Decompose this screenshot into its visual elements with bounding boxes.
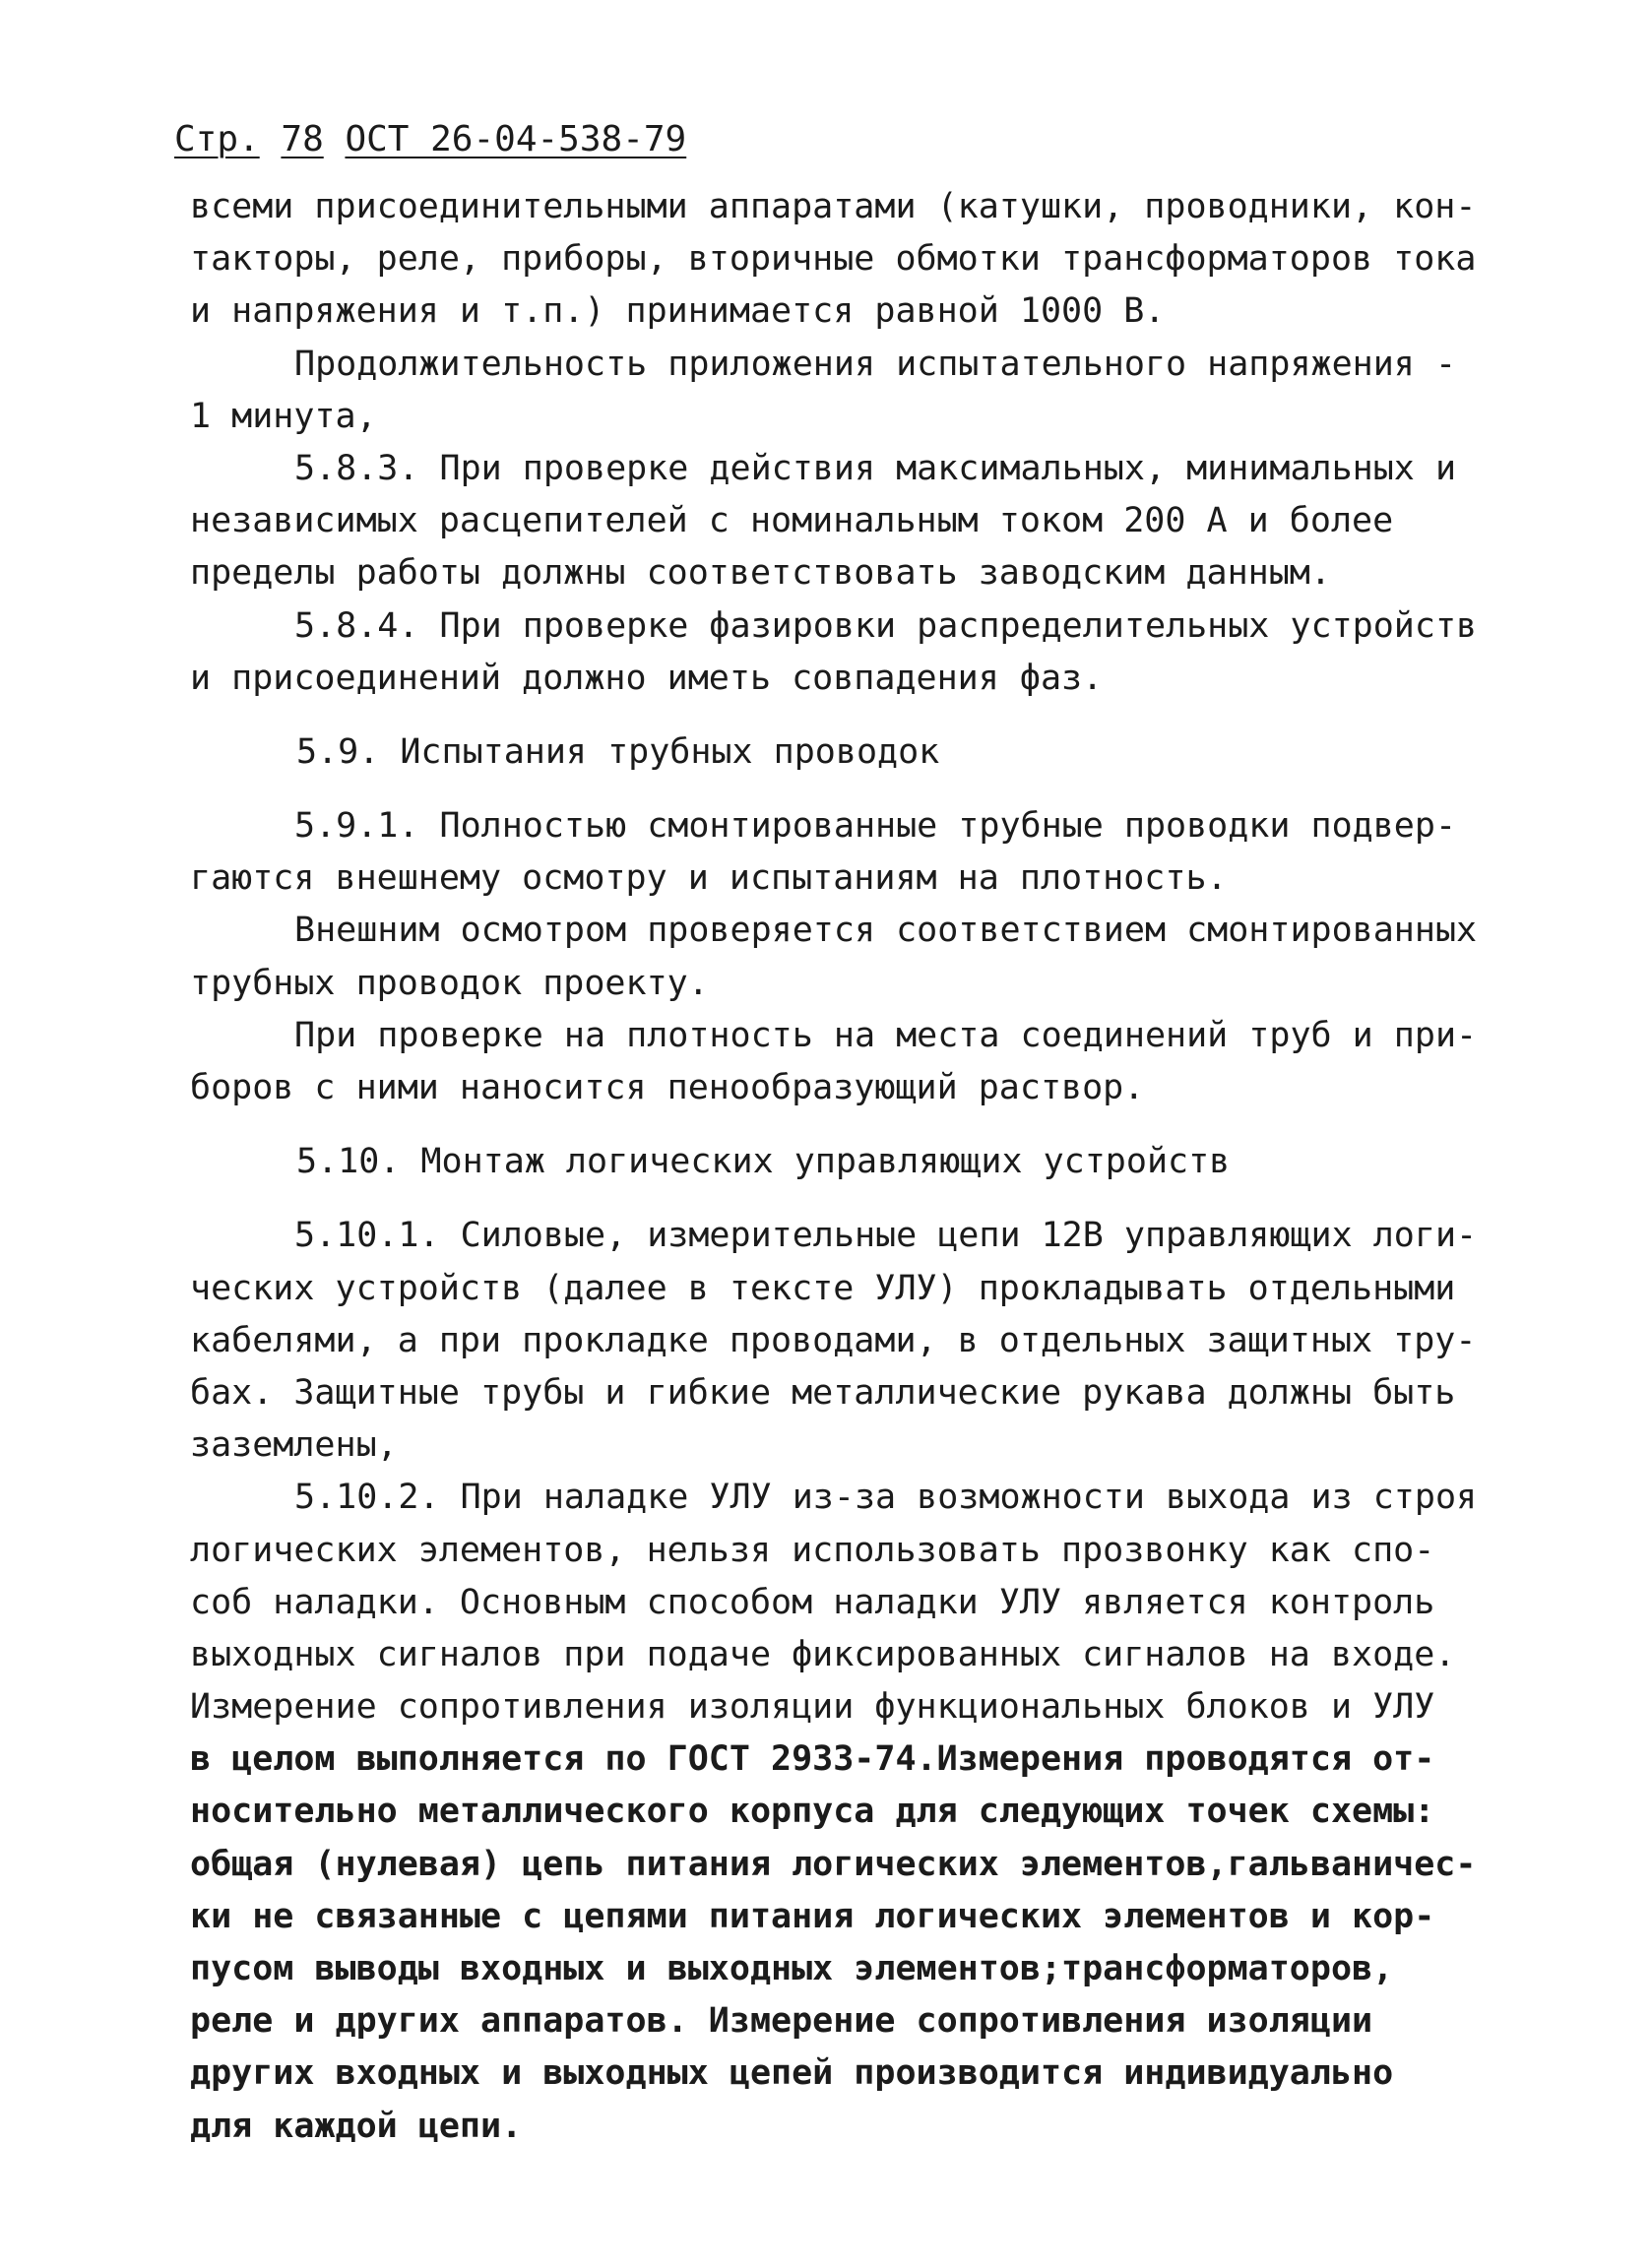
standard-code: ОСТ 26-04-538-79 [345, 119, 687, 159]
paragraph-gap [190, 779, 1499, 800]
text-line: трубных проводок проекту. [190, 963, 709, 1003]
text-line: такторы, реле, приборы, вторичные обмотки трансформаторов тока [190, 239, 1477, 280]
text-line: Измерение сопротивления изоляции функциональных блоков и УЛУ [190, 1687, 1435, 1728]
text-line: кабелями, а при прокладке проводами, в отдельных защитных тру- [190, 1320, 1477, 1360]
text-line: независимых расцепителей с номинальным током 200 А и более [190, 501, 1394, 541]
text-line: выходных сигналов при подаче фиксированных сигналов на входе. [190, 1634, 1456, 1674]
text-line: 5.9.1. Полностью смонтированные трубные проводки подвер- [294, 806, 1457, 847]
text-line: и напряжения и т.п.) принимается равной 1000 В. [190, 291, 1166, 332]
paragraph-gap [190, 1188, 1499, 1210]
text-line: и присоединений должно иметь совпадения фаз. [190, 658, 1104, 698]
text-line: бах. Защитные трубы и гибкие металлические рукава должны быть [190, 1372, 1456, 1413]
text-line: носительно металлического корпуса для следующих точек схемы: [190, 1792, 1435, 1832]
text-line: 1 минута, [190, 396, 377, 436]
page-label: Стр. [174, 119, 260, 159]
text-line: реле и других аппаратов. Измерение сопротивления изоляции [190, 2001, 1373, 2042]
text-line: заземлены, [190, 1425, 398, 1466]
paragraph-gap [190, 1114, 1499, 1136]
document-body [190, 181, 1499, 2153]
text-line: всеми присоединительными аппаратами (катушки, проводники, кон- [190, 187, 1477, 226]
text-line: соб наладки. Основным способом наладки УЛУ является контроль [190, 1582, 1435, 1622]
page-number: 78 [281, 119, 324, 159]
text-line: для каждой цепи. [190, 2106, 523, 2146]
page-header [174, 116, 686, 163]
text-line: других входных и выходных цепей производится индивидуально [190, 2053, 1394, 2094]
text-line: общая (нулевая) цепь питания логических элементов,гальваничес- [190, 1844, 1477, 1884]
text-line: пусом выводы входных и выходных элементов;трансформаторов, [190, 1949, 1394, 1988]
text-line: 5.8.4. При проверке фазировки распределительных устройств [294, 605, 1478, 646]
text-line: 5.8.3. При проверке действия максимальных, минимальных и [294, 448, 1457, 488]
text-line: в целом выполняется по ГОСТ 2933-74.Измерения проводятся от- [190, 1739, 1435, 1780]
text-line: логических элементов, нельзя использовать прозвонку как спо- [190, 1530, 1435, 1570]
text-line: Внешним осмотром проверяется соответствием смонтированных [294, 911, 1478, 951]
text-line: Продолжительность приложения испытательного напряжения - [294, 344, 1457, 384]
text-line: При проверке на плотность на места соединений труб и при- [294, 1015, 1478, 1055]
text-line: 5.10.1. Силовые, измерительные цепи 12В управляющих логи- [294, 1216, 1478, 1256]
text-line: ческих устройств (далее в тексте УЛУ) прокладывать отдельными [190, 1268, 1456, 1308]
section-heading: 5.9. Испытания трубных проводок [296, 731, 940, 772]
section-heading: 5.10. Монтаж логических управляющих устройств [296, 1142, 1231, 1182]
text-line: 5.10.2. При наладке УЛУ из-за возможности выхода из строя [294, 1478, 1478, 1518]
paragraph-gap [190, 705, 1499, 726]
text-line: гаются внешнему осмотру и испытаниям на плотность. [190, 858, 1228, 899]
text-line: пределы работы должны соответствовать заводским данным. [190, 553, 1331, 594]
text-line: боров с ними наносится пенообразующий раствор. [190, 1068, 1145, 1107]
text-line: ки не связанные с цепями питания логических элементов и кор- [190, 1896, 1435, 1936]
